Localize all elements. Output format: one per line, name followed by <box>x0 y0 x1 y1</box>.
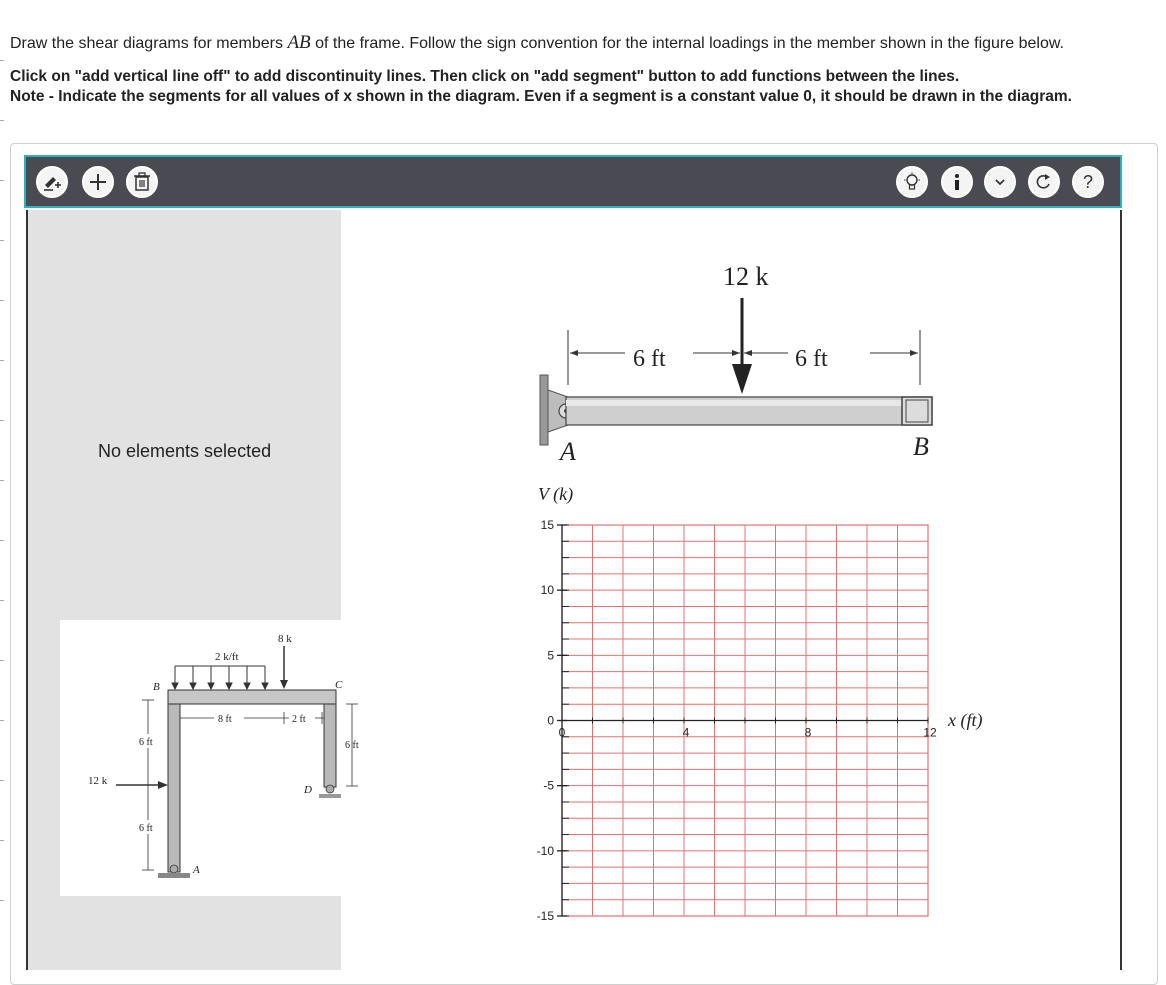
horizontal-load-arrow <box>158 781 168 789</box>
label-8k: 8 k <box>278 633 292 645</box>
add-vertical-line-button[interactable] <box>36 166 68 198</box>
distributed-load-arrows <box>172 666 268 689</box>
dim-right-label: 6 ft <box>795 346 828 372</box>
toolbar <box>24 155 1122 208</box>
y-tick-label: -15 <box>536 909 554 923</box>
help-button[interactable] <box>1072 166 1104 198</box>
x-axis-label: x (ft) <box>948 710 983 730</box>
label-12k: 12 k <box>88 775 108 787</box>
dim-6ft-lower: 6 ft <box>139 823 153 834</box>
beam-load-label: 12 k <box>723 262 769 291</box>
selection-status: No elements selected <box>98 441 272 461</box>
pin-support-a <box>170 865 178 873</box>
x-tick-label: 4 <box>682 725 690 740</box>
info-icon <box>947 172 967 192</box>
help-icon <box>1078 172 1098 192</box>
beam-bc <box>168 690 336 704</box>
shear-graph[interactable] <box>520 480 1020 935</box>
instruction-line-1: Click on "add vertical line off" to add discontinuity lines. Then click on "add segment" button to add functions between the lines. <box>10 68 960 85</box>
beam-load-arrow <box>732 364 752 394</box>
column-cd <box>324 690 336 787</box>
x-tick-label: 8 <box>804 725 812 740</box>
frame-figure <box>60 620 395 896</box>
add-segment-button[interactable] <box>82 166 114 198</box>
lightbulb-icon <box>902 172 922 192</box>
label-c: C <box>335 679 343 691</box>
label-a: A <box>193 864 200 876</box>
label-d: D <box>304 784 312 796</box>
svg-text:?: ? <box>1082 172 1094 192</box>
x-tick-label: 0 <box>558 725 566 740</box>
y-tick-label: 0 <box>547 713 554 728</box>
dim-6ft-right: 6 ft <box>345 740 359 751</box>
add-vertical-line-icon <box>41 171 63 193</box>
instructions <box>10 67 1140 107</box>
redo-button[interactable] <box>1028 166 1060 198</box>
y-tick-label: 15 <box>540 518 554 532</box>
question-text: Draw the shear diagrams for members AB of the frame. Follow the sign convention for the internal loadings in the member shown in the figure below. <box>10 32 1064 53</box>
dim-6ft-upper: 6 ft <box>139 737 153 748</box>
x-tick-label: 12 <box>923 725 937 740</box>
delete-button[interactable] <box>126 166 158 198</box>
y-tick-label: -10 <box>536 843 554 858</box>
y-axis-label: V (k) <box>538 484 574 504</box>
dim-8ft: 8 ft <box>218 714 232 725</box>
end-a-label: A <box>560 437 576 465</box>
label-2kft: 2 k/ft <box>215 651 239 663</box>
wall-support <box>540 375 548 445</box>
redo-icon <box>1034 172 1054 192</box>
y-tick-label: 5 <box>547 648 554 663</box>
page-edge-ticks <box>0 50 5 950</box>
dropdown-button[interactable] <box>984 166 1016 198</box>
add-segment-icon <box>88 172 108 192</box>
member-label: AB <box>287 32 311 53</box>
dim-2ft: 2 ft <box>292 714 306 725</box>
column-ab <box>168 690 180 872</box>
ground-a <box>158 873 190 878</box>
dim-left-label: 6 ft <box>633 346 666 372</box>
hint-button[interactable] <box>896 166 928 198</box>
chevron-down-icon <box>992 174 1008 190</box>
info-button[interactable] <box>941 166 973 198</box>
point-load-arrow <box>280 680 288 689</box>
trash-icon <box>133 172 151 192</box>
instruction-line-2: Note - Indicate the segments for all values of x shown in the diagram. Even if a segment is a constant value 0, it should be drawn in the diagram. <box>10 88 1072 105</box>
label-b: B <box>153 681 160 693</box>
end-b-label: B <box>913 432 929 461</box>
beam-figure <box>520 250 960 470</box>
roller-support-d <box>326 785 334 793</box>
y-tick-label: 10 <box>540 583 554 598</box>
y-tick-label: -5 <box>543 778 554 793</box>
